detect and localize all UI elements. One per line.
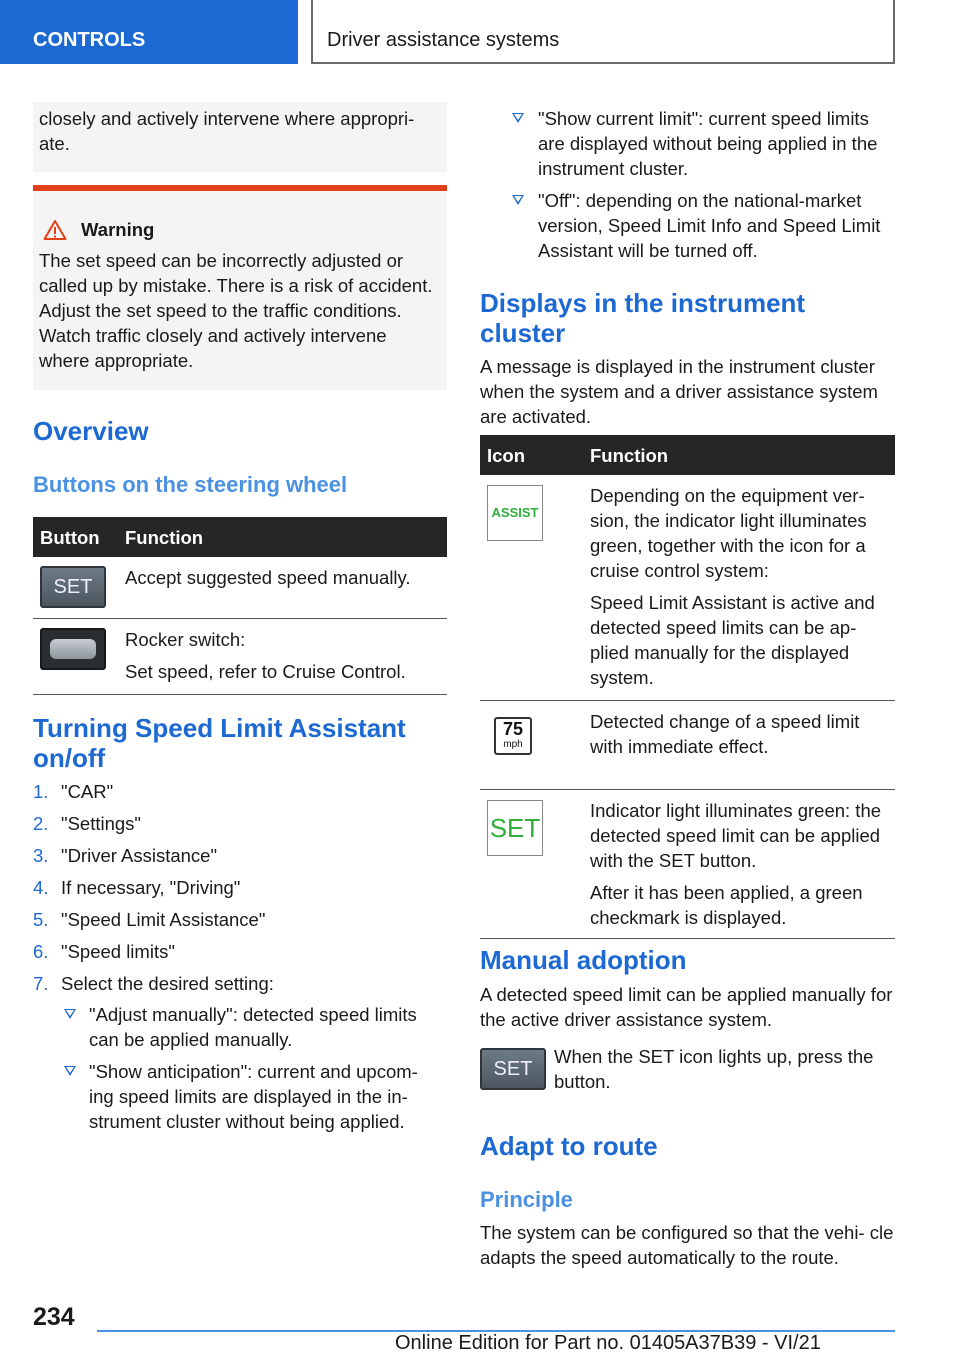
set-indicator-icon: SET <box>487 800 543 856</box>
column-header-button: Button <box>33 517 118 557</box>
set-button-icon: SET <box>480 1048 546 1090</box>
steering-wheel-subheading: Buttons on the steering wheel <box>33 472 348 497</box>
warning-triangle-icon <box>43 219 67 241</box>
intro-note: closely and actively intervene where appropri- ate. <box>33 102 447 172</box>
options-list <box>61 1002 447 1134</box>
speed-limit-sign-icon: 75 mph <box>494 717 532 755</box>
manual-adoption-text: A detected speed limit can be applied manually for the active driver assistance system. <box>480 984 893 1030</box>
column-header-function: Function <box>583 435 895 475</box>
steering-buttons-table <box>33 517 447 695</box>
list-item: 2. "Settings" <box>33 813 141 834</box>
turning-heading: Turning Speed Limit Assistant on/off <box>33 713 406 773</box>
manual-adoption-heading: Manual adoption <box>480 945 687 975</box>
list-item: 1. "CAR" <box>33 781 114 802</box>
bullet-triangle-icon <box>64 1009 76 1019</box>
table-row <box>480 701 895 790</box>
principle-text: The system can be configured so that the vehi- cle adapts the speed automatically to the route. <box>480 1222 894 1268</box>
list-item: 3. "Driver Assistance" <box>33 845 218 866</box>
table-row <box>480 475 895 701</box>
warning-title: Warning <box>81 219 155 240</box>
displays-text: A message is displayed in the instrument cluster when the system and a driver assistance system are activated. <box>480 356 878 427</box>
bullet-triangle-icon <box>512 195 524 205</box>
rocker-function: Set speed, refer to Cruise Control. <box>125 661 406 682</box>
list-item: 6. "Speed limits" <box>33 941 175 962</box>
set-button-icon: SET <box>40 566 106 608</box>
page-number: 234 <box>33 1303 75 1331</box>
list-item: 7. Select the desired setting: "Adjust manually": detected speed limits can be applied manually. "Show anticipation": current and upcom- ing speed limits are displayed in the in- strument cluster without being applied. <box>33 971 447 1134</box>
warning-heading <box>39 217 441 242</box>
edition-info: Online Edition for Part no. 01405A37B39 - VI/21 <box>395 1332 821 1354</box>
option-item: "Show anticipation": current and upcom- ing speed limits are displayed in the in- strument cluster without being applied. <box>61 1059 447 1134</box>
bullet-triangle-icon <box>512 113 524 123</box>
rocker-label: Rocker switch: <box>125 629 246 650</box>
options-list-continued <box>480 106 895 270</box>
table-cell: Detected change of a speed limit with immediate effect. <box>583 701 895 790</box>
section-tab: CONTROLS <box>0 0 298 64</box>
table-row <box>33 619 447 695</box>
option-item: "Adjust manually": detected speed limits can be applied manually. <box>61 1002 447 1052</box>
instrument-icons-table <box>480 435 895 939</box>
rocker-switch-icon <box>40 628 106 670</box>
option-item: "Show current limit": current speed limits are displayed without being applied in the instrument cluster. <box>480 106 895 181</box>
table-cell: Accept suggested speed manually. <box>118 557 447 619</box>
table-cell: Indicator light illuminates green: the detected speed limit can be applied with the SET button. After it has been applied, a green checkmark is displayed. <box>583 790 895 939</box>
list-item: 4. If necessary, "Driving" <box>33 877 241 898</box>
principle-subheading: Principle <box>480 1187 573 1212</box>
displays-heading: Displays in the instrument cluster <box>480 288 806 348</box>
table-row <box>480 790 895 939</box>
overview-heading: Overview <box>33 416 149 446</box>
warning-text: The set speed can be incorrectly adjusted or called up by mistake. There is a risk of accident. Adjust the set speed to the traffic conditions. Watch traffic closely and actively intervene where appropriate. <box>39 250 433 371</box>
steps-list <box>33 779 447 1141</box>
column-header-icon: Icon <box>480 435 583 475</box>
bullet-triangle-icon <box>64 1066 76 1076</box>
chapter-title: Driver assistance systems <box>311 0 895 64</box>
manual-button-text: When the SET icon lights up, press the button. <box>554 1046 874 1092</box>
warning-box <box>33 185 447 390</box>
list-item: 5. "Speed Limit Assistance" <box>33 909 266 930</box>
assist-icon: ASSIST <box>487 485 543 541</box>
column-header-function: Function <box>118 517 447 557</box>
option-item: "Off": depending on the national-market version, Speed Limit Info and Speed Limit Assistant will be turned off. <box>480 188 895 263</box>
adapt-route-heading: Adapt to route <box>480 1131 658 1161</box>
table-cell <box>118 619 447 695</box>
table-row <box>33 557 447 619</box>
table-cell: Depending on the equipment ver- sion, the indicator light illuminates green, together with the icon for a cruise control system: Speed Limit Assistant is active and detected speed limits can be ap- plied manually for the displayed system. <box>583 475 895 701</box>
